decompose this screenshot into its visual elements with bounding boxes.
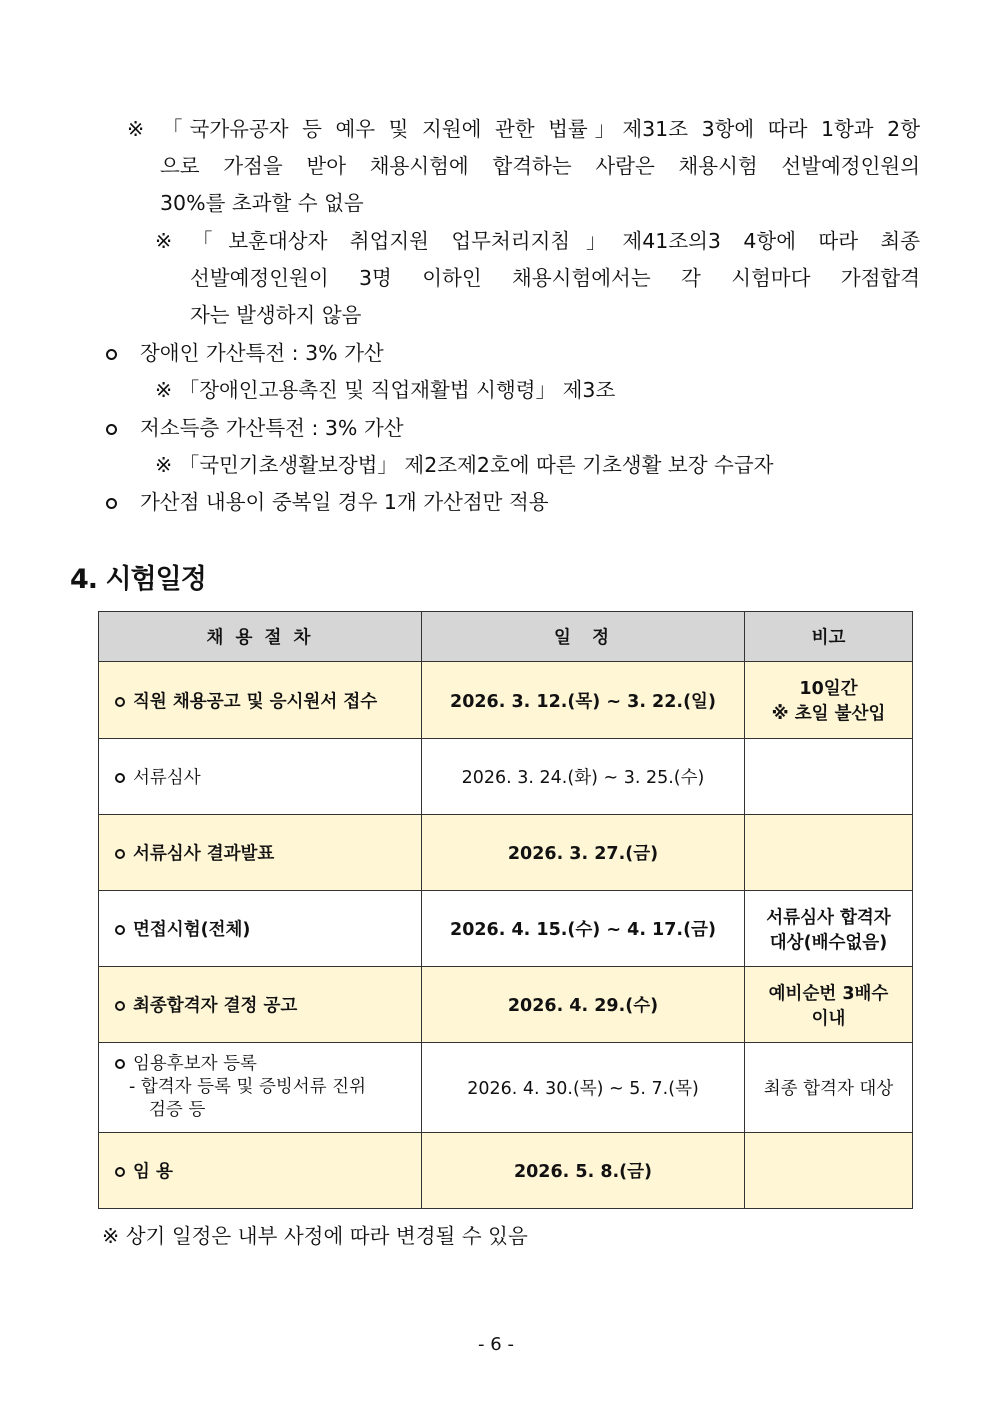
bullet-text: 장애인 가산특전 : 3% 가산 <box>140 341 384 365</box>
date-cell: 2026. 3. 24.(화) ~ 3. 25.(수) <box>422 739 745 815</box>
note-text: 서류심사 합격자 <box>766 907 891 928</box>
date-cell: 2026. 3. 12.(목) ~ 3. 22.(일) <box>422 662 745 739</box>
date-cell: 2026. 4. 15.(수) ~ 4. 17.(금) <box>422 891 745 967</box>
step-cell <box>99 1133 422 1209</box>
bullet-text: 저소득층 가산특전 : 3% 가산 <box>140 416 404 440</box>
note-cell <box>745 1133 913 1209</box>
note-cell <box>745 739 913 815</box>
step-cell <box>99 662 422 739</box>
note-line: 선발예정인원이 3명 이하인 채용시험에서는 각 시험마다 가점합격 <box>190 266 920 290</box>
date-cell: 2026. 4. 30.(목) ~ 5. 7.(목) <box>422 1043 745 1133</box>
table-row <box>99 1133 913 1209</box>
table-row <box>99 891 913 967</box>
note-line: 「국가유공자 등 예우 및 지원에 관한 법률」제31조 3항에 따라 1항과 2항 <box>162 117 920 141</box>
ring-bullet-icon <box>115 1167 125 1177</box>
ring-bullet-icon <box>115 697 125 707</box>
schedule-table <box>98 611 913 1209</box>
step-text: 임 용 <box>133 1162 173 1182</box>
header-note: 비고 <box>745 612 913 662</box>
date-cell: 2026. 3. 27.(금) <box>422 815 745 891</box>
header-step: 채 용 절 차 <box>99 612 422 662</box>
bullet-subnote: ※ 「장애인고용촉진 및 직업재활법 시행령」 제3조 <box>155 378 616 402</box>
note-cell <box>745 815 913 891</box>
step-text: 직원 채용공고 및 응시원서 접수 <box>133 691 378 712</box>
ring-bullet-icon <box>115 849 125 859</box>
table-row <box>99 739 913 815</box>
date-cell: 2026. 4. 29.(수) <box>422 967 745 1043</box>
note-text: 이내 <box>811 1008 846 1029</box>
ring-bullet-icon <box>115 925 125 935</box>
date-cell: 2026. 5. 8.(금) <box>422 1133 745 1209</box>
step-text: 최종합격자 결정 공고 <box>133 996 298 1016</box>
step-subtext: 검증 등 <box>149 1100 206 1120</box>
note-text: 최종 합격자 대상 <box>763 1079 894 1099</box>
ring-bullet-icon <box>115 1001 125 1011</box>
note-text: 대상(배수없음) <box>769 932 888 953</box>
note-cell <box>745 891 913 967</box>
ring-bullet-icon <box>106 335 117 372</box>
step-cell <box>99 739 422 815</box>
note-cell <box>745 967 913 1043</box>
note-text: ※ 초일 불산입 <box>771 704 886 724</box>
note-text: 10일간 <box>799 679 858 699</box>
note-line: 자는 발생하지 않음 <box>190 303 362 327</box>
table-row <box>99 662 913 739</box>
table-row <box>99 967 913 1043</box>
note-cell <box>745 662 913 739</box>
note-mark: ※ <box>155 229 173 253</box>
section-title: 4. 시험일정 <box>70 564 206 595</box>
note-cell <box>745 1043 913 1133</box>
note-text: 예비순번 3배수 <box>768 983 889 1004</box>
note-line: 30%를 초과할 수 없음 <box>160 191 364 215</box>
step-text: 면접시험(전체) <box>133 920 251 940</box>
step-text: 서류심사 <box>133 768 201 788</box>
bullet-text: 가산점 내용이 중복일 경우 1개 가산점만 적용 <box>140 490 549 514</box>
table-header-row <box>99 612 913 662</box>
note-mark: ※ <box>127 117 145 141</box>
schedule-footnote: ※ 상기 일정은 내부 사정에 따라 변경될 수 있음 <box>102 1224 528 1248</box>
step-cell <box>99 815 422 891</box>
table-row <box>99 1043 913 1133</box>
table-row <box>99 815 913 891</box>
ring-bullet-icon <box>106 484 117 521</box>
ring-bullet-icon <box>106 410 117 447</box>
step-text: 임용후보자 등록 <box>133 1054 257 1074</box>
step-text: 서류심사 결과발표 <box>133 844 275 864</box>
page-number: - 6 - <box>478 1334 514 1355</box>
note-line: 으로 가점을 받아 채용시험에 합격하는 사람은 채용시험 선발예정인원의 <box>160 154 920 178</box>
step-cell <box>99 1043 422 1133</box>
step-subtext: - 합격자 등록 및 증빙서류 진위 <box>129 1077 366 1097</box>
bullet-subnote: ※ 「국민기초생활보장법」 제2조제2호에 따른 기초생활 보장 수급자 <box>155 453 774 477</box>
step-cell <box>99 891 422 967</box>
note-line: 「보훈대상자 취업지원 업무처리지침」제41조의3 4항에 따라 최종 <box>192 229 920 253</box>
header-date: 일 정 <box>422 612 745 662</box>
ring-bullet-icon <box>115 773 125 783</box>
ring-bullet-icon <box>115 1059 125 1069</box>
step-cell <box>99 967 422 1043</box>
